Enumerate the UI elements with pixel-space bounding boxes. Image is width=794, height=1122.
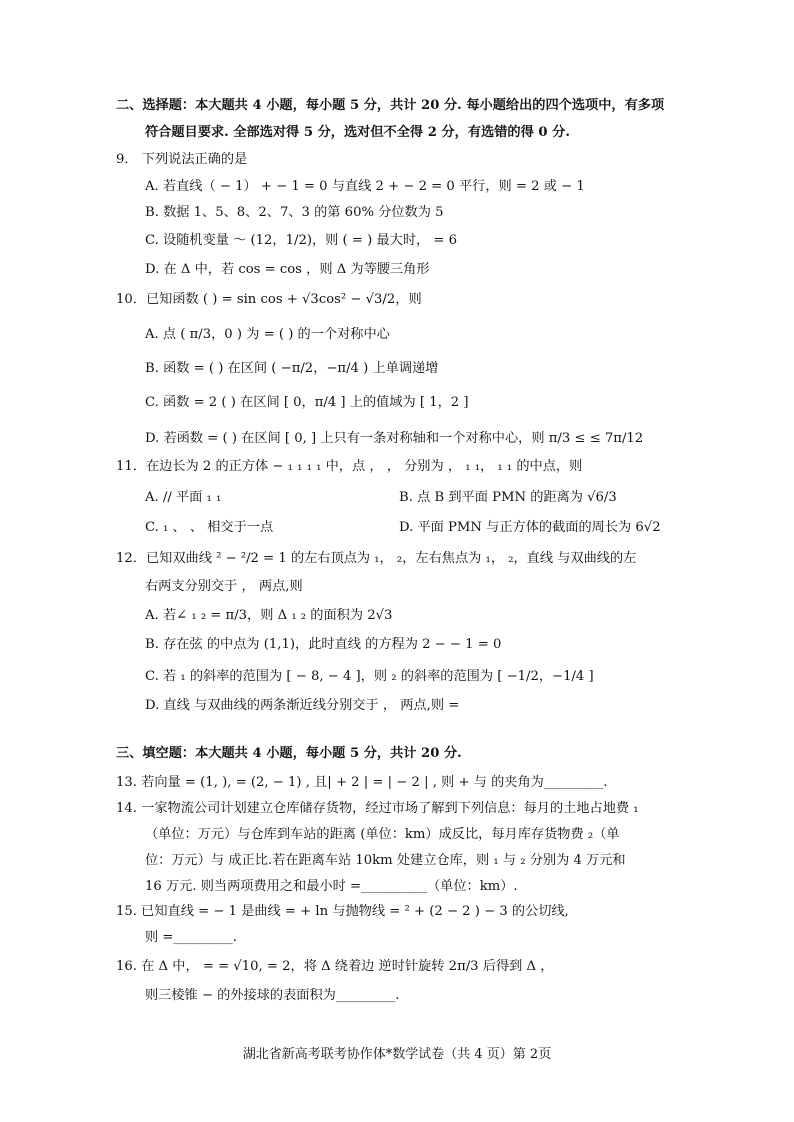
section-3-heading: 三、填空题：本大题共 4 小题，每小题 5 分，共计 20 分. — [116, 746, 462, 761]
section-2-heading-line2: 符合题目要求. 全部选对得 5 分，选对但不全得 2 分，有选错的得 0 分. — [145, 125, 570, 140]
question-16-line2: 则三棱锥 − 的外接球的表面积为_________. — [145, 988, 400, 1003]
question-9-stem: 9． 下列说法正确的是 — [116, 152, 248, 167]
question-12-option-a: A. 若∠ ₁ ₂ = π/3，则 Δ ₁ ₂ 的面积为 2√3 — [145, 608, 393, 623]
question-12-option-d: D. 直线 与双曲线的两条渐近线分别交于 ， 两点,则 = — [145, 698, 460, 713]
question-15-line1: 15. 已知直线 = − 1 是曲线 = + ln 与抛物线 = ² + (2 − 2 ) − 3 的公切线, — [116, 904, 569, 919]
question-14-line3: 位：万元）与 成正比.若在距离车站 10km 处建立仓库，则 ₁ 与 ₂ 分别为 4 万元和 — [145, 853, 626, 868]
question-12-stem-line1: 12．已知双曲线 ² − ²/2 = 1 的左右顶点为 ₁， ₂，左右焦点为 ₁， ₂，直线 与双曲线的左 — [116, 551, 637, 566]
question-10-option-a: A. 点 ( π/3，0 ) 为 = ( ) 的一个对称中心 — [145, 327, 390, 342]
question-10-option-d: D. 若函数 = ( ) 在区间 [ 0, ] 上只有一条对称轴和一个对称中心，则 π/3 ≤ ≤ 7π/12 — [145, 431, 644, 446]
question-11-option-b: B. 点 B 到平面 PMN 的距离为 √6/3 — [399, 490, 617, 505]
question-15-line2: 则 =_________. — [145, 930, 237, 945]
question-13: 13. 若向量 = (1, ), = (2, − 1) , 且| + 2 | = | − 2 | , 则 + 与 的夹角为_________. — [116, 775, 608, 790]
question-9-option-d: D. 在 Δ 中，若 cos = cos ，则 Δ 为等腰三角形 — [145, 262, 430, 277]
question-9-option-a: A. 若直线（ − 1） + − 1 = 0 与直线 2 + − 2 = 0 平行，则 = 2 或 − 1 — [145, 179, 585, 194]
question-10-stem: 10．已知函数 ( ) = sin cos + √3cos² − √3/2，则 — [116, 292, 422, 307]
question-9-option-b: B. 数据 1、5、8、2、7、3 的第 60% 分位数为 5 — [145, 205, 444, 220]
question-11-option-a: A. // 平面 ₁ ₁ — [145, 490, 222, 505]
question-11-stem: 11．在边长为 2 的正方体 − ₁ ₁ ₁ ₁ 中，点 ， ， 分别为 ， ₁ ₁， ₁ ₁ 的中点，则 — [116, 459, 583, 474]
question-14-line2: （单位：万元）与仓库到车站的距离 (单位：km）成反比，每月库存货物费 ₂（单 — [145, 827, 620, 842]
section-2-heading-line1: 二、选择题：本大题共 4 小题，每小题 5 分，共计 20 分. 每小题给出的四个选项中，有多项 — [116, 98, 665, 113]
question-12-option-b: B. 存在弦 的中点为 (1,1)，此时直线 的方程为 2 − − 1 = 0 — [145, 637, 502, 652]
question-11-option-d: D. 平面 PMN 与正方体的截面的周长为 6√2 — [399, 520, 661, 535]
question-14-line4: 16 万元. 则当两项费用之和最小时 =__________（单位：km）. — [145, 879, 518, 894]
question-16-line1: 16. 在 Δ 中， = = √10, = 2，将 Δ 绕着边 逆时针旋转 2π/3 后得到 Δ ， — [116, 959, 554, 974]
question-12-option-c: C. 若 ₁ 的斜率的范围为 [ − 8, − 4 ]，则 ₂ 的斜率的范围为 [ −1/2，−1/4 ] — [145, 669, 594, 684]
question-14-line1: 14. 一家物流公司计划建立仓库储存货物，经过市场了解到下列信息：每月的土地占地费 ₁ — [116, 801, 639, 816]
question-10-option-b: B. 函数 = ( ) 在区间 ( −π/2，−π/4 ) 上单调递增 — [145, 361, 439, 376]
question-9-option-c: C. 设随机变量 ～ (12，1/2)，则 ( = ) 最大时， = 6 — [145, 233, 458, 248]
question-12-stem-line2: 右两支分别交于 ， 两点,则 — [145, 579, 303, 594]
page-footer: 湖北省新高考联考协作体*数学试卷（共 4 页）第 2页 — [242, 1047, 552, 1062]
question-10-option-c: C. 函数 = 2 ( ) 在区间 [ 0，π/4 ] 上的值域为 [ 1，2 ] — [145, 395, 469, 410]
question-11-option-c: C. ₁ 、 、 相交于一点 — [145, 520, 274, 535]
